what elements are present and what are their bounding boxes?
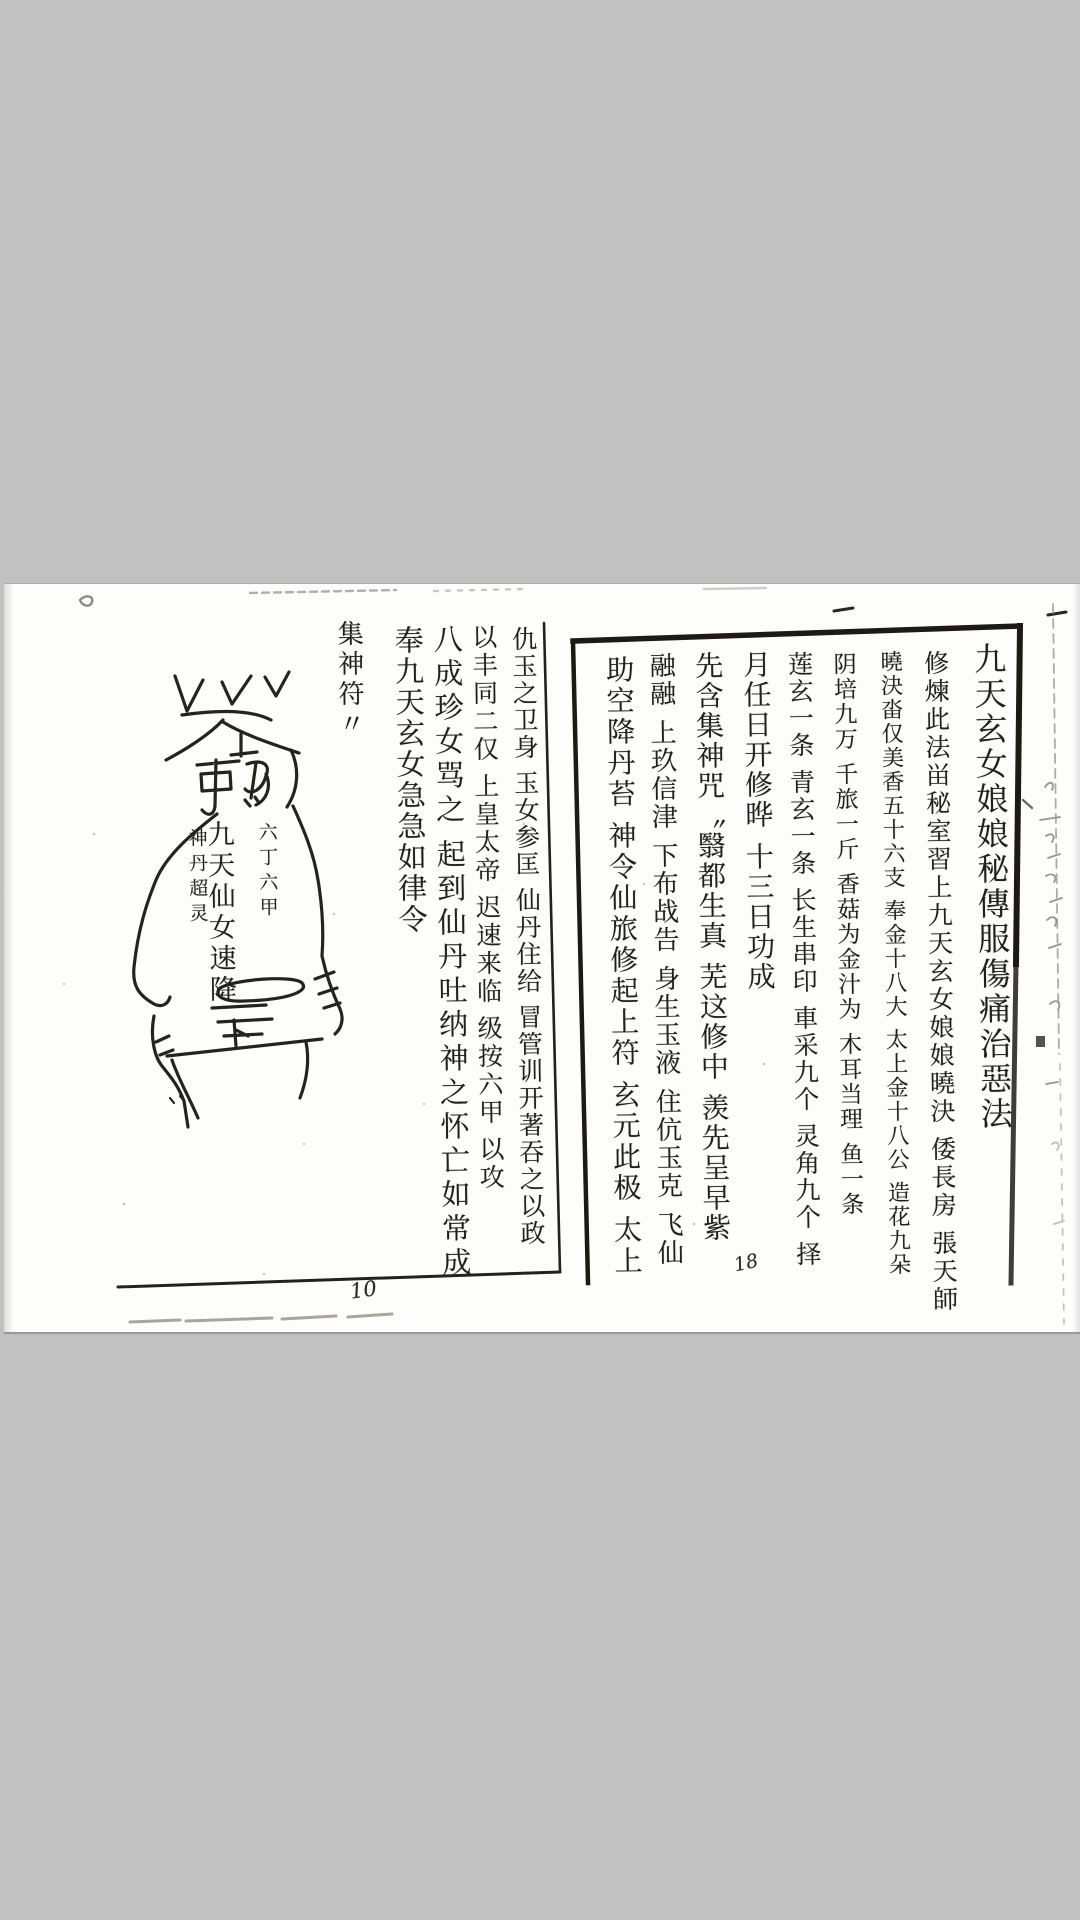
text-segment: 莲玄一条 bbox=[784, 650, 816, 760]
text-column-title bbox=[969, 641, 1014, 1133]
text-segment: 仙丹住给 bbox=[512, 886, 543, 996]
text-segment: 木耳当理 bbox=[834, 1031, 863, 1133]
text-column-left-3 bbox=[429, 623, 473, 1282]
talisman-drawing bbox=[134, 672, 342, 1127]
text-segment: 神丹超灵 bbox=[185, 827, 209, 929]
segment-gap bbox=[804, 1113, 805, 1123]
text-segment: 以丰同二仅 bbox=[468, 623, 500, 765]
text-segment: 迟速来临 bbox=[472, 893, 503, 1007]
text-segment: 修煉此法畄秘室習上九天玄女娘娘曉決 bbox=[920, 649, 957, 1127]
text-column-left-2 bbox=[468, 623, 506, 1193]
text-segment: 芜这修中 bbox=[695, 961, 731, 1083]
talisman-right-flank bbox=[293, 806, 342, 1034]
text-segment: 神令仙旅修起上符 bbox=[604, 820, 641, 1070]
text-column-frame-6 bbox=[739, 649, 777, 993]
segment-gap bbox=[620, 810, 621, 821]
text-segment: 九天仙女速降 bbox=[202, 819, 237, 1007]
segment-gap bbox=[845, 862, 846, 872]
segment-gap bbox=[662, 831, 663, 842]
text-segment: 上玖信津 bbox=[645, 718, 678, 832]
talisman-seal-glyph bbox=[167, 979, 322, 1118]
text-segment: 六丁六甲 bbox=[255, 821, 279, 923]
text-segment: 玉女参匡 bbox=[510, 769, 542, 879]
text-segment: 香菇为金汁为 bbox=[832, 871, 861, 1023]
talisman-check-strokes bbox=[175, 672, 289, 711]
text-segment: 长生串印 bbox=[787, 886, 819, 996]
text-segment: 下布战告 bbox=[647, 841, 680, 955]
scanned-page bbox=[4, 584, 1080, 1332]
text-segment: 千旅一斤 bbox=[831, 761, 859, 863]
text-segment: 奉金十八大 bbox=[880, 898, 908, 1020]
text-segment: 集神符〃 bbox=[333, 619, 365, 741]
text-segment: 起到仙丹吐纳神之怀亡如常成 bbox=[432, 838, 473, 1282]
text-segment: 融融 bbox=[645, 651, 676, 709]
segment-gap bbox=[489, 1127, 490, 1136]
text-segment: 阴培九万 bbox=[829, 651, 857, 753]
text-segment: 冒管训开著吞之以政 bbox=[513, 1003, 547, 1248]
segment-gap bbox=[941, 1126, 942, 1136]
bleedthrough-marks bbox=[1023, 604, 1064, 1324]
segment-gap bbox=[484, 764, 485, 773]
margin-note-18: 18 bbox=[731, 1249, 761, 1277]
text-segment: 羡先呈早紫 bbox=[697, 1092, 733, 1244]
text-segment: 張天師 bbox=[928, 1229, 959, 1315]
segment-gap bbox=[847, 1022, 848, 1032]
text-segment: 曉決畓仅美香五十六支 bbox=[877, 649, 906, 891]
text-segment: 仇玉之卫身 bbox=[508, 625, 540, 762]
text-column-frame-7 bbox=[691, 650, 733, 1244]
segment-gap bbox=[713, 1082, 714, 1093]
text-segment: 九天玄女娘娘秘傳服傷痛治惡法 bbox=[969, 641, 1014, 1133]
text-column-talisman-main bbox=[202, 819, 237, 1007]
text-segment: 飞仙 bbox=[652, 1210, 684, 1268]
text-segment: 择 bbox=[792, 1240, 823, 1269]
segment-gap bbox=[896, 1172, 897, 1181]
segment-gap bbox=[486, 885, 487, 894]
text-segment: 太上金十八公 bbox=[882, 1027, 910, 1173]
text-segment: 住伉玉克 bbox=[651, 1087, 683, 1201]
text-segment: 玄元此极 bbox=[607, 1079, 643, 1205]
text-column-talisman-label bbox=[335, 620, 363, 740]
segment-gap bbox=[526, 878, 527, 887]
text-segment: 青玄一条 bbox=[786, 768, 817, 878]
segment-gap bbox=[942, 1220, 943, 1230]
segment-gap bbox=[892, 890, 893, 899]
segment-gap bbox=[665, 1077, 666, 1088]
text-column-frame-9 bbox=[602, 654, 644, 1278]
segment-gap bbox=[487, 1006, 488, 1015]
text-segment: 以攻 bbox=[475, 1135, 506, 1193]
text-segment: 八成珍女骂之 bbox=[429, 623, 467, 829]
segment-gap bbox=[800, 759, 801, 769]
segment-gap bbox=[757, 830, 758, 842]
text-segment: 身生玉液 bbox=[649, 964, 681, 1078]
text-segment: 太上 bbox=[609, 1214, 644, 1278]
segment-gap bbox=[801, 877, 802, 887]
text-segment: 助空降丹苔 bbox=[602, 654, 638, 811]
text-segment: 車采九个 bbox=[789, 1004, 820, 1114]
text-column-talisman-right bbox=[257, 822, 277, 922]
segment-gap bbox=[667, 1200, 668, 1211]
segment-gap bbox=[623, 1069, 624, 1080]
text-column-talisman-left bbox=[187, 828, 207, 928]
text-segment: 月任日开修晔 bbox=[739, 649, 775, 831]
text-segment: 十三日功成 bbox=[741, 841, 777, 993]
text-segment: 先含集神咒〝翳都生真 bbox=[691, 650, 729, 952]
segment-gap bbox=[449, 828, 450, 839]
text-column-left-4 bbox=[390, 624, 429, 936]
text-segment: 鱼一条 bbox=[836, 1141, 864, 1218]
margin-dash-marks bbox=[834, 608, 1066, 615]
segment-gap bbox=[843, 752, 844, 762]
segment-gap bbox=[660, 708, 661, 719]
page-number: 10 bbox=[348, 1276, 379, 1304]
text-segment: 灵角九个 bbox=[791, 1122, 822, 1232]
talisman-head-glyph bbox=[166, 712, 299, 815]
text-segment: 造花九朵 bbox=[884, 1180, 911, 1278]
segment-gap bbox=[524, 761, 525, 770]
segment-gap bbox=[711, 951, 712, 962]
segment-gap bbox=[625, 1204, 626, 1215]
text-segment: 上皇太帝 bbox=[470, 772, 502, 886]
segment-gap bbox=[894, 1019, 895, 1028]
segment-gap bbox=[849, 1132, 850, 1142]
segment-gap bbox=[803, 995, 804, 1005]
segment-gap bbox=[527, 995, 528, 1004]
text-segment: 奉九天玄女急急如律令 bbox=[390, 624, 429, 936]
text-segment: 级按六甲 bbox=[473, 1014, 505, 1128]
segment-gap bbox=[664, 954, 665, 965]
segment-gap bbox=[806, 1231, 807, 1241]
text-segment: 倭長房 bbox=[927, 1135, 958, 1221]
